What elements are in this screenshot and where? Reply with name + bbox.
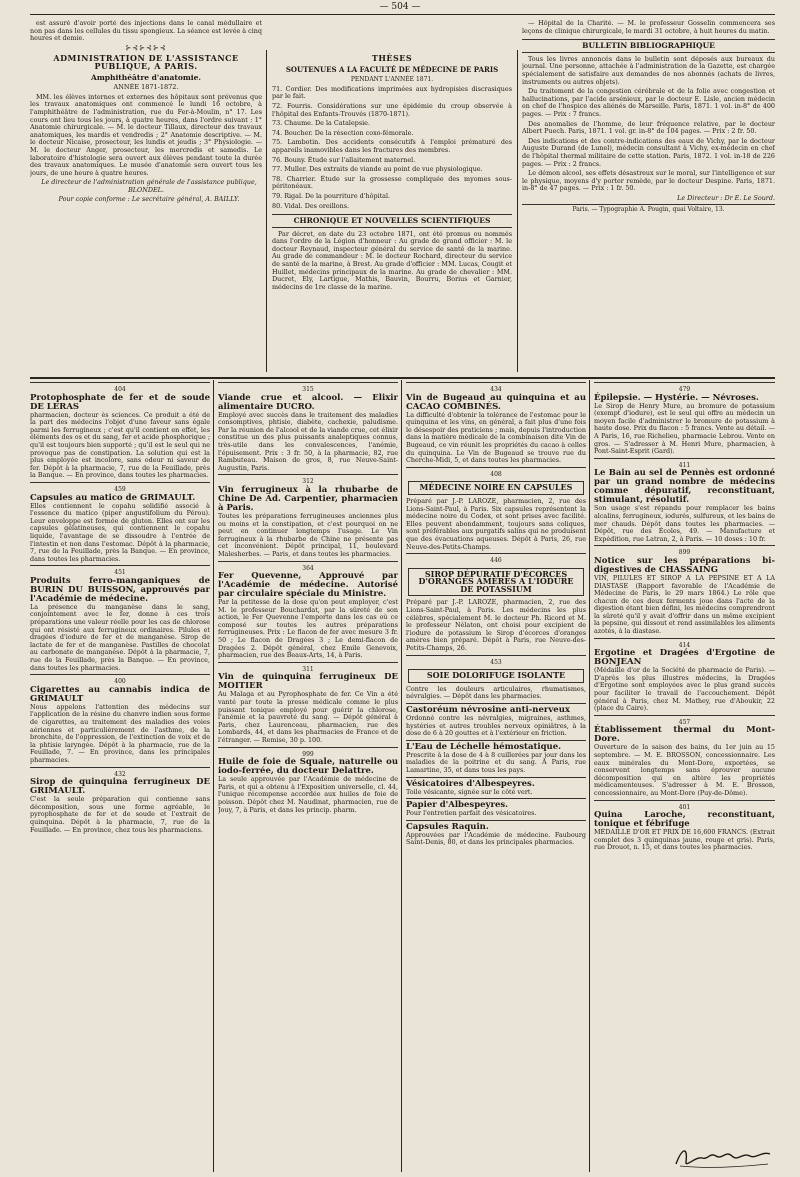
ad-body: Approuvées par l'Académie de médecine. Faubourg Saint-Denis, 80, et dans les principales pharmacies. [406, 830, 586, 847]
amphitheatre-body: MM. les élèves internes et externes des hôpitaux sont prévenus que les travaux anatomiques ont commencé le lundi 16 octobre, à l'amphithéâtre de l'administration, rue du Fer-à-Moulin, n° 17. Les cours ont lieu tous les jours, à quatre heures, dans l'ordre suivant : 1° Anatomie chirurgicale. — M. le docteur Tillaux, directeur des travaux anatomiques, les mardis et vendredis ; 2° Anatomie descriptive. — M. le docteur Nicaise, prosecteur, les lundis et jeudis ; 3° Physiologie. — M. le docteur Anger, prosecteur, les mercredis et samedis. Le laboratoire d'histologie sera ouvert aux élèves pendant toute la durée des travaux anatomiques. Le musée d'anatomie sera ouvert tous les jours, de une heure à quatre heures. [30, 92, 262, 177]
ad-body: C'est la seule préparation qui contienne sans décomposition, sous une forme agréable, le pyrophosphate de fer et de soude et l'extrait de quinquina. Dépôt à la pharmacie, 7, rue de la Feuillade. — En province, chez tous les pharmaciens. [30, 795, 210, 834]
column-divider [589, 380, 590, 1172]
ad-number: 479 [678, 386, 691, 393]
ad-body: Toile vésicante, signée sur le côté vert. [406, 787, 533, 796]
ad-number: 400 [114, 678, 126, 686]
ad-body: Ordonné contre les névralgies, migraines, asthmes, hystéries et autres troubles nerveux opiniâtres, à la dose de 6 à 20 gouttes et à l'extérieur en friction. [406, 714, 586, 738]
thesis-item: 71. Cordier. Des modifications imprimées aux hydropisies discrasiques par le fait. [272, 84, 512, 101]
ad-heading: Capsules au matico de GRIMAULT. [30, 492, 196, 503]
ads-column-4 [594, 382, 775, 1137]
director-credit: Le Directeur : Dr E. Le Sourd. [677, 193, 775, 202]
ad-mont-dore [594, 715, 775, 798]
ad-heading: Produits ferro-manganiques de BURIN DU BUISSON, approuvés par l'Académie de médecine. [30, 575, 210, 604]
ad-number: 446 [490, 557, 502, 565]
ad-heading: Castoréum névrosine anti-nerveux [406, 705, 570, 715]
ads-section-rule [30, 377, 775, 379]
ad-epilepsie [594, 382, 775, 456]
theses-subtitle: SOUTENUES A LA FACULTÉ DE MÉDECINE DE PARIS [285, 64, 499, 74]
ads-column-3 [406, 382, 586, 1172]
assistance-title: ADMINISTRATION DE L'ASSISTANCE PUBLIQUE, A PARIS. [53, 53, 239, 71]
thesis-item: 75. Lambotin. Des accidents consécutifs à l'emploi prématuré des appareils inamovibles dans les fractures des membres. [272, 138, 512, 154]
ad-heading: Le Bain au sel de Pennès est ordonné par un grand nombre de médecins comme dépuratif, reconstituant, stimulant, résolutif. [594, 468, 775, 506]
ad-body: Au Malaga et au Pyrophosphate de fer. Ce Vin a été vanté par toute la presse médicale comme le plus puissant tonique employé pour guérir la chlorose, l'anémie et la pauvreté du sang. — Dépôt général à Paris, chez Laurenceau, pharmacien, rue des Lombards, 44, et dans les pharmacies de France et de l'étranger. — Remise, 30 p. 100. [218, 690, 398, 744]
ad-number: 999 [302, 750, 314, 758]
ad-number: 451 [114, 569, 126, 577]
ornament-divider: ⊱⊰⊱⊰⊱⊰ [125, 43, 167, 52]
thesis-item: 74. Boucher. De la résection coxo-fémorale. [272, 128, 414, 137]
ad-heading: Vin ferrugineux à la rhubarbe de Chine De Ad. Carpentier, pharmacien à Paris. [218, 484, 398, 513]
theses-title: THÈSES [371, 53, 413, 63]
ad-number: 401 [678, 803, 691, 811]
ad-sirop-quinquina [30, 767, 210, 835]
ad-ergotine [594, 638, 775, 713]
ad-number: 899 [678, 549, 691, 557]
ad-heading-box: SOIE DOLORIFUGE ISOLANTE [408, 669, 584, 683]
ad-body: Nous appelons l'attention des médecins sur l'application de la résine du chanvre indien sous forme de cigarettes, au traitement des maladies des voies aériennes et particulièrement de l'asthme, de la bronchite, de l'oppression, de l'extinction de voix et de la phtisie laryngée. Dépôt à la pharmacie, rue de la Feuillade, 7. — En province, dans les principales pharmacies. [30, 702, 210, 764]
ad-heading: Cigarettes au cannabis indica de GRIMAULT [30, 684, 210, 704]
ad-number: 312 [302, 478, 314, 486]
ad-papier-albespeyres [406, 798, 586, 818]
ad-body: Son usage s'est répandu pour remplacer les bains alcalins, ferrugineux, iodurés, sulfureux, et les bains de mer chauds. Dépôt dans toutes les pharmacies. — Dépôt, rue des Écoles, 49. — Manufacture et Expédition, rue Latran, 2, à Paris. — 10 doses : 10 fr. [594, 504, 775, 543]
theses-column [272, 52, 512, 372]
ad-body: Elles contiennent le copahu solidifié associé à l'essence du matico (piper angustifolium du Pérou). Leur enveloppe est formée de gluten. Elles ont sur les capsules gélatineuses, qui contiennent le copahu liquide, l'avantage de se dissoudre à l'entrée de l'intestin et non dans l'estomac. Dépôt à la pharmacie, 7, rue de la Feuillade, près la Banque. — En province, dans toutes les pharmacies. [30, 501, 210, 563]
ad-body: Pour l'entretien parfait des vésicatoires. [406, 809, 537, 818]
bulletin-note: Tous les livres annoncés dans le bulletin sont déposés aux bureaux du journal. Une personne, attachée à l'administration de la Gazette, est chargée spécialement de satisfaire aux demandes de nos abonnés (achats de livres, instruments ou autres objets). [522, 54, 775, 86]
thesis-item: 77. Muller. Des extraits de viande au point de vue physiologique. [272, 165, 483, 174]
ad-heading: Notice sur les préparations bi-digestives de CHASSAING [594, 555, 775, 575]
thesis-item: 78. Charrier. Étude sur la grossesse compliquée des myomes sous-péritonéaux. [272, 174, 512, 191]
ad-heading: Fer Quevenne, Approuvé par l'Académie de médecine. Autorisé par circulaire spéciale du Ministre. [218, 571, 398, 600]
ad-quina-laroche [594, 800, 775, 852]
ad-number: 434 [490, 386, 502, 393]
bulletin-title: BULLETIN BIBLIOGRAPHIQUE [522, 39, 775, 53]
ad-body: (Médaille d'or de la Société de pharmacie de Paris). — D'après les plus illustres médecins, la Dragées d'Ergotine sont employées avec le plus grand succès pour faciliter le travail de l'accouchement. Dépôt général à Paris, chez M. Mathey, rue d'Aboukir, 22 (place du Caire). [594, 666, 775, 713]
ad-fer-quevenne [218, 561, 398, 660]
column-divider [517, 50, 518, 372]
book-entry: Des anomalies de l'homme, de leur fréquence relative, par le docteur Albert Puech. Paris, 1871. 1 vol. gr. in-8° de 104 pages. — Prix : 2 fr. 50. [522, 119, 775, 136]
printer-imprint: Paris. — Typographie A. Pougin, quai Voltaire, 13. [522, 204, 775, 214]
ad-number: 411 [678, 461, 691, 469]
chronicle-title: CHRONIQUE ET NOUVELLES SCIENTIFIQUES [272, 214, 512, 228]
ad-body: La présence du manganèse dans le sang, conjointement avec le fer, donne à ces trois préparations une valeur réelle pour les cas de chlorose qui ont résisté aux ferrugineux ordinaires. Pilules et dragées d'iodure de fer et de manganèse. Sirop de lactate de fer et de manganèse. Pastilles de chocolat au carbonate de manganèse. Dépôt à la pharmacie, 7, rue de la Feuillade, près la Banque. — En province, dans toutes les pharmacies. [30, 602, 210, 672]
ad-body: Préparé par J.-P. LAROZE, pharmacien, 2, rue des Lions-Saint-Paul, à Paris. Six capsules représentent la médecine noire du Codex, et sont prises avec facilité. Elles peuvent abondamment, toujours sans coliques, sont préférables aux purgatifs salins qui ne produisent que des évacuations aqueuses. Dépôt à Paris, 26, rue Neuve-des-Petits-Champs. [406, 496, 586, 551]
top-rule [30, 14, 775, 15]
ad-capsules-raquin [406, 820, 586, 847]
ad-castoreum [406, 703, 586, 738]
ad-body: Le Sirop de Henry Mure, au bromure de potassium (exempt d'iodure), est le seul qui offre au médecin un moyen facile d'administrer le bromure de potassium à haute dose. Prix du flacon : 5 francs. Vente au détail. — A Paris, 16, rue Richelieu, pharmacie Lebrou. Vente en gros. — S'adresser à M. Henri Mure, pharmacien, à Pont-Saint-Esprit (Gard). [594, 401, 775, 456]
ad-body: Employé avec succès dans le traitement des maladies consomptives, phtisie, diabète, cachexie, paludisme. Par la réunion de l'alcool et de la viande crue, cet élixir constitue un des plus puissants analeptiques connus, très-utile dans les convalescences, l'anémie, l'épuisement. Prix : 3 fr. 50, à la pharmacie, 82, rue Rambuteau. Maison de gros, 8, rue Neuve-Saint-Augustin, Paris. [218, 410, 398, 472]
ad-vin-moitier [218, 662, 398, 745]
copy-conforme: Pour copie conforme : Le secrétaire général, A. BAILLY. [58, 195, 240, 204]
chronicle-body: Par décret, en date du 23 octobre 1871, ont été promus ou nommés dans l'ordre de la Légion d'honneur : Au grade de grand officier : M. le docteur Reynaud, inspecteur général du service de santé de la marine. Au grade de commandeur : M. le docteur Rochard, directeur du service de santé de la marine, à Brest. Au grade d'officier : MM. Lucas, Cougit et Huillet, médecins principaux de la marine. Au grade de chevalier : MM. Ducret, Ely, Lartigue, Mathis, Bauvin, Bourru, Borius et Garnier, médecins de 1re classe de la marine. [272, 229, 512, 291]
charite-notice: — Hôpital de la Charité. — M. le professeur Gosselin commencera ses leçons de clinique chirurgicale, le mardi 31 octobre, à huit heures du matin. [522, 20, 775, 35]
ad-heading: Épilepsie. — Hystérie. — Névroses. [594, 392, 759, 403]
ad-heading: Papier d'Albespeyres. [406, 800, 509, 811]
ad-number: 311 [302, 665, 314, 673]
session-close-text: est assuré d'avoir porté des injections dans le canal médullaire et non pas dans les cellules du tissu spongieux. La séance est levée à cinq heures et demie. [30, 20, 262, 43]
ad-number: 315 [302, 386, 314, 393]
ad-number: 404 [114, 386, 126, 393]
thesis-item: 73. Chaume. De la Catalepsie. [272, 119, 370, 128]
thesis-item: 79. Rigal. De la pourriture d'hôpital. [272, 191, 391, 200]
ad-heading: Établissement thermal du Mont-Dore. [594, 725, 775, 745]
book-entry: Des indications et des contre-indications des eaux de Vichy, par le docteur Auguste Durand (de Lunel), médecin consultant à Vichy, ex-médecin en chef de l'hôpital thermal militaire de cette station. Paris, 1872. 1 vol. in-18 de 226 pages. — Prix : 2 francs. [522, 136, 775, 168]
ad-number: 453 [490, 658, 502, 666]
ad-body: Préparé par J.-P. LAROZE, pharmacien, 2, rue des Lions-Saint-Paul, à Paris. Les médecins les plus célèbres, spécialement M. le docteur Ph. Ricord et M. le professeur Nélaton, ont choisi pour excipient de l'iodure de potassium le Sirop d'écorces d'oranges amères bien préparé. Dépôt à Paris, rue Neuve-des-Petits-Champs, 26. [406, 598, 586, 653]
ad-number: 457 [678, 718, 691, 726]
ad-body: La seule approuvée par l'Académie de médecine de Paris, et qui a obtenu à l'Exposition universelle, cl. 44, l'unique récompense accordée aux huiles de foie de poisson. Dépôt chez M. Naudinat, pharmacien, rue de Jouy, 7, à Paris, et dans les princip. pharm. [218, 775, 398, 814]
ad-body: pharmacien, docteur ès sciences. Ce produit a été de la part des médecins l'objet d'une faveur sans égale parmi les ferrugineux ; c'est qu'il contient en effet, les éléments des os et du sang, fer et acide phosphorique ; qu'il est toujours bien supporté ; qu'il est le seul qui ne provoque pas de constipation. La solution qui est la plus employée est incolore, sans odeur ni saveur de fer. Dépôt à la pharmacie, 7, rue de la Feuillade, près la Banque. — En province, dans toutes les pharmacies. [30, 410, 210, 480]
ad-body: MÉDAILLE D'OR ET PRIX DE 16,600 FRANCS. (Extrait complet des 3 quinquinas jaune, rouge et gris). Paris, rue Drouot, n. 15, et dans toutes les pharmacies. [594, 828, 775, 852]
ad-soie-dolorifuge [406, 655, 586, 701]
assistance-publique-column [30, 20, 262, 360]
ad-heading-box: SIROP DÉPURATIF D'ÉCORCES D'ORANGES AMÈRES A L'IODURE DE POTASSIUM [408, 568, 584, 597]
ads-column-2 [218, 382, 398, 1172]
ad-vin-bugeaud [406, 382, 586, 465]
ad-heading: Huile de foie de Squale, naturelle ou iodo-ferrée, du docteur Delattre. [218, 757, 398, 777]
ads-column-1 [30, 382, 210, 1172]
ad-heading: Viande crue et alcool. — Elixir alimentaire DUCRO. [218, 392, 398, 412]
ad-cigarettes-cannabis [30, 674, 210, 764]
ad-body: Contre les douleurs articulaires, rhumatismes, névralgies. — Dépôt dans les pharmacies. [406, 684, 586, 701]
ad-body: La difficulté d'obtenir la tolérance de l'estomac pour le quinquina et les vins, en général, a fait plus d'une fois le désespoir des praticiens ; mais, depuis l'introduction dans la matière médicale de la combinaison dite Vin de Bugeaud, ce vin réunit les propriétés du cacao à celles du quinquina. Le Vin de Bugeaud se trouve rue du Cherche-Midi, 5, et dans toutes les pharmacies. [406, 410, 586, 465]
ad-heading: Quina Laroche, reconstituant, tonique et fébrifuge [594, 810, 775, 830]
column-divider [401, 380, 402, 1172]
ad-heading: Vin de Bugeaud au quinquina et au CACAO COMBINÉS. [406, 392, 586, 412]
ad-ferro-manganiques [30, 565, 210, 672]
academic-year: ANNÉE 1871-1872. [113, 83, 179, 92]
ad-vesicatoires [406, 777, 586, 797]
ad-vin-rhubarbe [218, 474, 398, 558]
ad-body: Prescrite à la dose de 4 à 8 cuillerées par jour dans les maladies de la poitrine et du sang. A Paris, rue Lamartine, 35, et dans tous les pays. [406, 750, 586, 774]
thesis-item: 80. Vidal. Des oreillons. [272, 201, 350, 210]
ad-bain-pennes [594, 458, 775, 544]
ad-number: 414 [678, 641, 691, 649]
ad-sirop-depuratif [406, 553, 586, 653]
ad-heading-box: MÉDECINE NOIRE EN CAPSULES [408, 481, 584, 495]
page-number: — 504 — [379, 2, 421, 12]
ad-heading: Ergotine et Dragées d'Ergotine de BONJEAN [594, 648, 775, 668]
ad-heading: Vin de quinquina ferrugineux DE MOITIER [218, 672, 398, 692]
book-entry: Le démon alcool, ses effets désastreux sur le moral, sur l'intelligence et sur le physique, moyens d'y porter remède, par le docteur Despine. Paris, 1871. in-8° de 47 pages. — Prix : 1 fr. 50. [522, 169, 775, 193]
ad-body: Par la petitesse de la dose qu'on peut employer, c'est M. le professeur Bouchardat, par la sûreté de son action, le Fer Quevenne l'emporte dans les cas où ce composé sur toutes les autres préparations ferrugineuses. Prix : Le flacon de fer avec mesure 3 fr. 50 ; Le flacon de Dragées 3 ; Le demi-flacon de Dragées 2. Dépôt général, chez Emile Genevoix, pharmacien, rue des Beaux-Arts, 14, à Paris. [218, 598, 398, 660]
ad-medecine-noire [406, 467, 586, 551]
amphitheatre-subtitle: Amphithéâtre d'anatomie. [91, 72, 201, 82]
ad-heading: Protophosphate de fer et de soude DE LERAS [30, 392, 210, 412]
bulletin-column [522, 20, 775, 372]
ad-number: 432 [114, 770, 126, 778]
ad-number: 364 [302, 564, 314, 572]
ad-number: 408 [490, 470, 502, 478]
theses-period: PENDANT L'ANNÉE 1871. [350, 76, 434, 84]
ad-eau-lechelle [406, 740, 586, 775]
column-divider [213, 380, 214, 1172]
ad-body: Toutes les préparations ferrugineuses anciennes plus ou moins et la constipation, et c'est pourquoi on ne peut en continuer longtemps l'usage. Le Vin ferrugineux à la rhubarbe de Chine ne présente pas cet inconvénient. Dépôt principal, 11, boulevard Malesherbes. — Paris, et dans toutes les pharmacies. [218, 511, 398, 558]
thesis-item: 76. Bouny. Étude sur l'allaitement maternel. [272, 155, 416, 164]
laroche-signature-image [670, 1142, 775, 1170]
book-entry: Du traitement de la congestion cérébrale et de la folie avec congestion et hallucinations, par l'acide arsénieux, par le docteur E. Lisle, ancien médecin en chef de l'hospice des aliénés de Marseille. Paris, 1871. 1 vol. in-8° de 400 pages. — Prix : 7 francs. [522, 87, 775, 118]
ad-heading: Sirop de quinquina ferrugineux DE GRIMAULT. [30, 777, 210, 797]
ad-heading: Capsules Raquin. [406, 821, 489, 832]
director-signoff: Le directeur de l'administration générale de l'assistance publique, BLONDEL. [41, 178, 257, 194]
ad-heading: L'Eau de Léchelle hémostatique. [406, 741, 562, 752]
ad-huile-squale [218, 747, 398, 815]
ad-chassaing [594, 545, 775, 635]
ad-capsules-matico [30, 482, 210, 563]
ad-body: Ouverture de la saison des bains, du 1er juin au 15 septembre. — M. E. BROSSON, concessionnaire. Les eaux minérales du Mont-Dore, exportées, se conservent longtemps sans éprouver aucune décomposition qui en altère les propriétés médicamenteuses. S'adresser à M. E. Brosson, concessionnaire, au Mont-Dore (Puy-de-Dôme). [594, 743, 775, 797]
ad-number: 459 [114, 485, 126, 493]
column-divider [266, 50, 267, 372]
ad-protophosphate [30, 382, 210, 480]
ad-viande-crue [218, 382, 398, 472]
thesis-item: 72. Fourris. Considérations sur une épidémie du croup observée à l'hôpital des Enfants-Trouvés (1870-1871). [272, 101, 512, 118]
ad-body: VIN, PILULES ET SIROP A LA PEPSINE ET A LA DIASTASE (Rapport favorable de l'Académie de Médecine de Paris, le 29 mars 1864.) Le rôle que chacun de ces deux ferments joue dans l'acte de la digestion étant bien défini, les médecins comprendront la sûreté qu'il y avait d'offrir dans un même excipient la pepsine, qui dissout et rend assimilables les aliments azotés, à la diastase. [594, 573, 775, 636]
ad-heading: Vésicatoires d'Albespeyres. [406, 778, 535, 789]
